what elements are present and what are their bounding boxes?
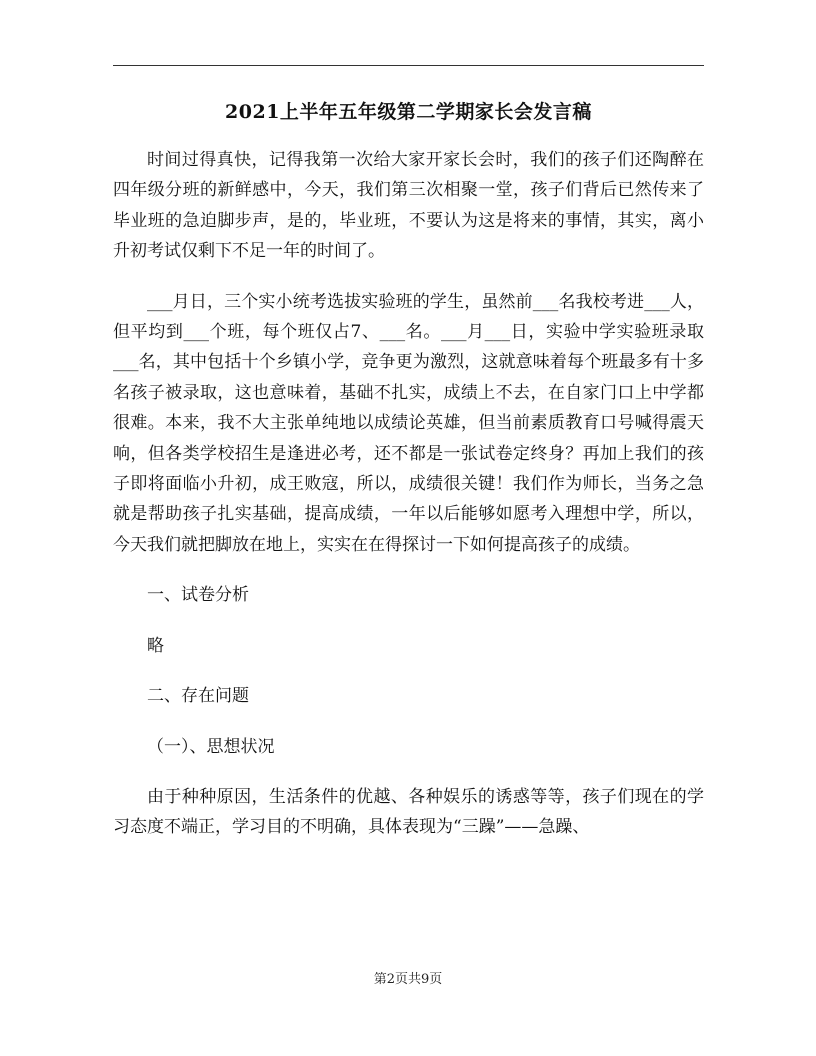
section-heading-problems: 二、存在问题: [147, 686, 249, 707]
paragraph-thinking-status: 由于种种原因，生活条件的优越、各种娱乐的诱惑等等，孩子们现在的学习态度不端正，学习目的不明确，具体表现为“三躁”——急躁、: [113, 786, 704, 838]
paragraph-intro: 时间过得真快，记得我第一次给大家开家长会时，我们的孩子们还陶醉在四年级分班的新鲜感中，今天，我们第三次相聚一堂，孩子们背后已然传来了毕业班的急迫脚步声，是的，毕业班，不要认为这是将来的事情，其实，离小升初考试仅剩下不足一年的时间了。: [113, 150, 704, 262]
section-heading-exam-analysis: 一、试卷分析: [147, 585, 249, 606]
page-number: 第2页共9页: [373, 972, 443, 987]
section-body-omitted: 略: [147, 635, 164, 656]
subsection-heading-thinking: （一）、思想状况: [147, 736, 275, 757]
document-body: [113, 145, 704, 863]
header-rule: [113, 65, 704, 66]
paragraph-exam-stats: ___月日，三个实小统考选拔实验班的学生，虽然前___名我校考进___人，但平均到___个班，每个班仅占7、___名。___月___日，实验中学实验班录取___名，其中包括十个乡镇小学，竞争更为激烈，这就意味着每个班最多有十多名孩子被录取，这也意味着，基础不扎实，成绩上不去，在自家门口上中学都很难。本来，我不大主张单纯地以成绩论英雄，但当前素质教育口号喊得震天响，但各类学校招生是逢进必考，还不都是一张试卷定终身？再加上我们的孩子即将面临小升初，成王败寇，所以，成绩很关键！我们作为师长，当务之急就是帮助孩子扎实基础，提高成绩，一年以后能够如愿考入理想中学，所以，今天我们就把脚放在地上，实实在在得探讨一下如何提高孩子的成绩。: [113, 291, 704, 555]
document-title: 2021上半年五年级第二学期家长会发言稿: [225, 101, 592, 123]
